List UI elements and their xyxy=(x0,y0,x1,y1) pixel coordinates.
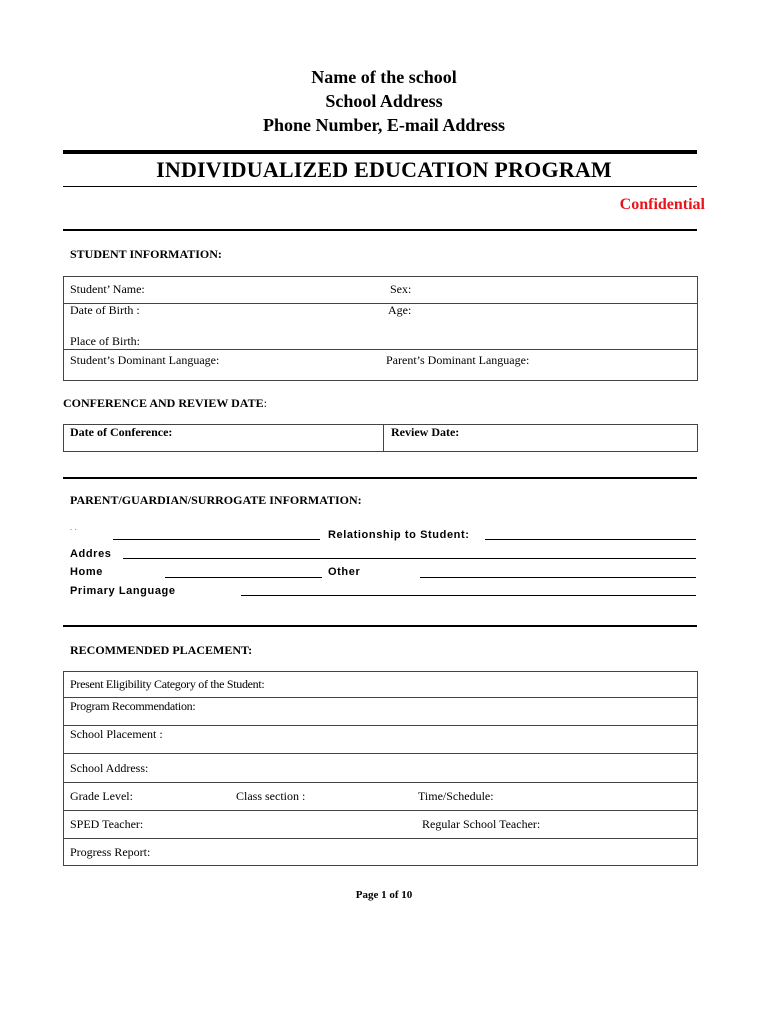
home-label: Home xyxy=(70,566,103,578)
dob-field[interactable]: Date of Birth : xyxy=(70,303,140,317)
name-mark: . . xyxy=(70,522,77,532)
class-section-field[interactable]: Class section : xyxy=(236,789,306,803)
header-thick-rule xyxy=(63,150,697,154)
conference-date-field[interactable]: Date of Conference: xyxy=(70,425,173,439)
regular-teacher-field[interactable]: Regular School Teacher: xyxy=(422,817,541,831)
student-info-heading: STUDENT INFORMATION: xyxy=(70,247,222,261)
school-contact: Phone Number, E-mail Address xyxy=(262,115,506,135)
sped-teacher-field[interactable]: SPED Teacher: xyxy=(70,817,144,831)
section-rule-3 xyxy=(63,625,697,627)
placement-heading: RECOMMENDED PLACEMENT: xyxy=(70,643,253,657)
other-label: Other xyxy=(328,566,361,578)
table-divider xyxy=(63,349,698,350)
parent-heading: PARENT/GUARDIAN/SURROGATE INFORMATION: xyxy=(70,493,362,507)
address-line[interactable] xyxy=(123,558,696,559)
table-divider xyxy=(63,725,698,726)
school-placement-field[interactable]: School Placement : xyxy=(70,727,163,741)
table-divider xyxy=(63,753,698,754)
program-field[interactable]: Program Recommendation: xyxy=(70,699,196,713)
review-date-field[interactable]: Review Date: xyxy=(391,425,460,439)
other-line[interactable] xyxy=(420,577,696,578)
parent-language-field[interactable]: Parent’s Dominant Language: xyxy=(386,353,530,367)
placement-school-address-field[interactable]: School Address: xyxy=(70,761,149,775)
page-number: Page 1 of 10 xyxy=(355,889,413,901)
school-address: School Address xyxy=(325,91,443,111)
progress-report-field[interactable]: Progress Report: xyxy=(70,845,151,859)
table-divider xyxy=(63,303,698,304)
primary-language-line[interactable] xyxy=(241,595,696,596)
home-line[interactable] xyxy=(165,577,322,578)
confidential-label: Confidential xyxy=(619,196,705,213)
conference-heading-colon: : xyxy=(263,396,267,410)
conference-heading-text: CONFERENCE AND REVIEW DATE xyxy=(63,396,264,410)
age-field[interactable]: Age: xyxy=(388,303,412,317)
table-divider xyxy=(63,697,698,698)
student-language-field[interactable]: Student’s Dominant Language: xyxy=(70,353,220,367)
section-rule-2 xyxy=(63,477,697,479)
table-divider xyxy=(63,810,698,811)
table-divider xyxy=(63,838,698,839)
parent-name-line[interactable] xyxy=(113,539,320,540)
school-name: Name of the school xyxy=(311,67,457,87)
grade-level-field[interactable]: Grade Level: xyxy=(70,789,133,803)
table-divider xyxy=(383,424,384,452)
conference-heading xyxy=(63,396,267,411)
primary-language-label: Primary Language xyxy=(70,585,176,597)
relationship-label: Relationship to Student: xyxy=(328,529,470,541)
time-schedule-field[interactable]: Time/Schedule: xyxy=(418,789,494,803)
title-rule xyxy=(63,186,697,187)
sex-field[interactable]: Sex: xyxy=(390,282,412,296)
document-title: INDIVIDUALIZED EDUCATION PROGRAM xyxy=(156,157,612,182)
section-rule-1 xyxy=(63,229,697,231)
relationship-line[interactable] xyxy=(485,539,696,540)
address-label: Addres xyxy=(70,548,112,560)
student-name-field[interactable]: Student’ Name: xyxy=(70,282,145,296)
pob-field[interactable]: Place of Birth: xyxy=(70,334,140,348)
table-divider xyxy=(63,782,698,783)
eligibility-field[interactable]: Present Eligibility Category of the Student: xyxy=(70,677,265,691)
